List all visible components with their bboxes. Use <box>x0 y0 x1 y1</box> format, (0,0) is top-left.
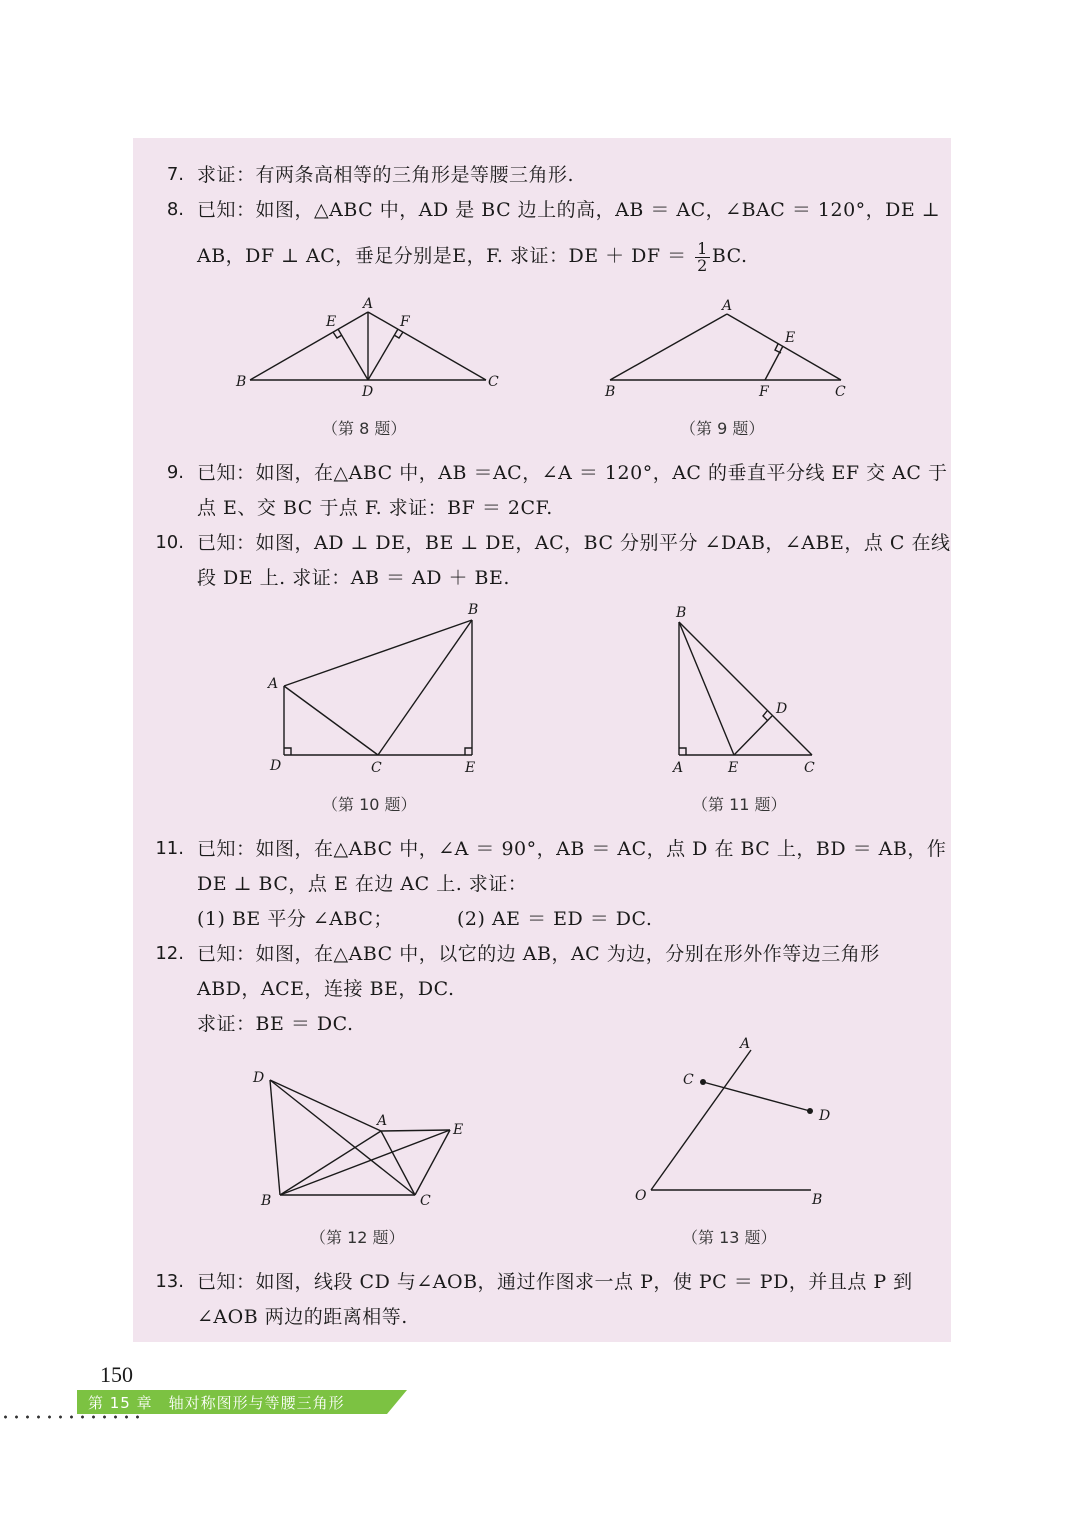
fig10-right-angle-d <box>284 748 291 755</box>
fig12-segment-dc <box>270 1080 415 1195</box>
fig10-label-d: D <box>270 758 282 774</box>
fig8-label-e: E <box>326 314 337 330</box>
problem-11-line2: DE ⊥ BC，点 E 在边 AC 上. 求证： <box>197 873 528 895</box>
fig10-segment-bc <box>378 620 472 755</box>
fig10-label-c: C <box>371 760 382 776</box>
problem-13-line2: ∠AOB 两边的距离相等. <box>197 1306 408 1328</box>
problem-9-line2: 点 E、交 BC 于点 F. 求证：BF ＝ 2CF. <box>197 497 553 519</box>
figure-8 <box>230 292 510 402</box>
fig8-segment-ba <box>250 312 368 380</box>
fig12-segment-ae <box>381 1130 450 1131</box>
fig8-label-c: C <box>488 374 499 390</box>
fig13-ray-oa <box>651 1050 751 1190</box>
fig9-segment-ba <box>610 314 727 380</box>
caption-fig13: （第 13 题） <box>682 1228 777 1247</box>
fig8-segment-ac <box>368 312 486 380</box>
fig11-segment-bc <box>679 622 812 755</box>
page-number: 150 <box>100 1362 133 1387</box>
fig13-label-b: B <box>812 1192 823 1208</box>
fig12-segment-db <box>270 1080 280 1195</box>
problem-8-line2 <box>197 236 748 276</box>
fig11-label-d: D <box>776 701 788 717</box>
dotted-rule <box>0 1414 140 1420</box>
problem-10-line1: 已知：如图，AD ⊥ DE，BE ⊥ DE，AC，BC 分别平分 ∠DAB，∠ABE，点 C 在线 <box>197 532 951 554</box>
fig10-segment-ab <box>284 620 472 686</box>
fig11-label-a: A <box>673 760 684 776</box>
problem-12-number: 12. <box>155 943 184 964</box>
fig11-right-angle-a <box>679 748 686 755</box>
fig12-segment-ba <box>280 1131 381 1195</box>
problem-9-number: 9. <box>166 462 184 483</box>
fig9-label-e: E <box>785 330 796 346</box>
fig10-segment-ac <box>284 686 378 755</box>
fig9-label-a: A <box>722 298 733 314</box>
caption-fig8: （第 8 题） <box>322 419 407 438</box>
problem-12-line1: 已知：如图，在△ABC 中，以它的边 AB，AC 为边，分别在形外作等边三角形 <box>197 943 880 965</box>
fig8-label-f: F <box>400 314 410 330</box>
problem-13-line1: 已知：如图，线段 CD 与∠AOB，通过作图求一点 P，使 PC ＝ PD，并且点 P 到 <box>197 1271 913 1293</box>
problem-8-line2b: BC. <box>711 245 748 267</box>
figure-10 <box>262 598 492 783</box>
fig12-segment-ac <box>381 1131 415 1195</box>
fig13-label-d: D <box>819 1108 831 1124</box>
fig11-label-e: E <box>728 760 739 776</box>
fig10-label-b: B <box>468 602 479 618</box>
problem-12-line2: ABD，ACE，连接 BE，DC. <box>197 978 455 1000</box>
fig10-right-angle-e <box>465 748 472 755</box>
figure-12 <box>245 1062 475 1212</box>
fig12-label-c: C <box>420 1193 431 1209</box>
fig13-point-d <box>807 1108 813 1114</box>
figure-9 <box>595 292 865 402</box>
fig11-segment-ed <box>734 716 772 755</box>
fraction-denominator: 2 <box>697 255 708 275</box>
caption-fig11: （第 11 题） <box>692 795 787 814</box>
fig8-label-b: B <box>236 374 247 390</box>
chapter-title: 第 15 章 轴对称图形与等腰三角形 <box>88 1394 345 1412</box>
fig9-label-b: B <box>605 384 616 400</box>
problem-7-text: 求证：有两条高相等的三角形是等腰三角形. <box>197 164 575 186</box>
caption-fig9: （第 9 题） <box>680 419 765 438</box>
problem-10-line2: 段 DE 上. 求证：AB ＝ AD ＋ BE. <box>197 567 510 589</box>
problem-13-number: 13. <box>155 1271 184 1292</box>
fig11-label-b: B <box>676 605 687 621</box>
problem-9-line1: 已知：如图，在△ABC 中，AB ＝AC，∠A ＝ 120°，AC 的垂直平分线 EF 交 AC 于 <box>197 462 948 484</box>
fig9-label-c: C <box>835 384 846 400</box>
fig8-segment-df <box>368 329 398 380</box>
problem-8-line2a: AB，DF ⊥ AC，垂足分别是E，F. 求证：DE ＋ DF ＝ <box>197 245 687 267</box>
fig12-label-d: D <box>253 1070 265 1086</box>
fig12-segment-be <box>280 1130 450 1195</box>
fig13-label-o: O <box>635 1188 647 1204</box>
problem-8-number: 8. <box>166 199 184 220</box>
fig9-segment-ef <box>765 346 783 380</box>
fraction-numerator: 1 <box>697 238 708 258</box>
fig11-segment-be <box>679 622 734 755</box>
fraction-one-half <box>695 238 710 275</box>
problem-11-part1: (1) BE 平分 ∠ABC； <box>197 908 393 930</box>
fig13-label-c: C <box>683 1072 694 1088</box>
fig8-label-d: D <box>362 384 374 400</box>
fig12-label-a: A <box>377 1113 388 1129</box>
problem-10-number: 10. <box>155 532 184 553</box>
fig13-label-a: A <box>740 1036 751 1052</box>
fig10-label-a: A <box>268 676 279 692</box>
fig12-label-b: B <box>261 1193 272 1209</box>
problem-11-line1: 已知：如图，在△ABC 中，∠A ＝ 90°，AB ＝ AC，点 D 在 BC 上，BD ＝ AB，作 <box>197 838 947 860</box>
fig12-segment-ec <box>415 1130 450 1195</box>
problem-12-line3: 求证：BE ＝ DC. <box>197 1013 354 1035</box>
fig11-right-angle-d <box>763 711 768 721</box>
figure-13 <box>625 1030 845 1215</box>
figure-11 <box>665 598 835 783</box>
fig8-label-a: A <box>363 296 374 312</box>
fig8-segment-de <box>338 329 368 380</box>
fig13-point-c <box>700 1079 706 1085</box>
problem-11-number: 11. <box>155 838 184 859</box>
fig12-label-e: E <box>453 1122 464 1138</box>
fig9-label-f: F <box>759 384 769 400</box>
problem-7-number: 7. <box>166 164 184 185</box>
problem-8-line1: 已知：如图，△ABC 中，AD 是 BC 边上的高，AB ＝ AC，∠BAC ＝ 120°，DE ⊥ <box>197 199 941 221</box>
problem-11-part2: (2) AE ＝ ED ＝ DC. <box>457 908 653 930</box>
caption-fig12: （第 12 题） <box>310 1228 405 1247</box>
fig10-label-e: E <box>465 760 476 776</box>
caption-fig10: （第 10 题） <box>322 795 417 814</box>
fig11-label-c: C <box>804 760 815 776</box>
fig9-segment-ac <box>727 314 841 380</box>
fig13-segment-cd <box>703 1082 810 1111</box>
